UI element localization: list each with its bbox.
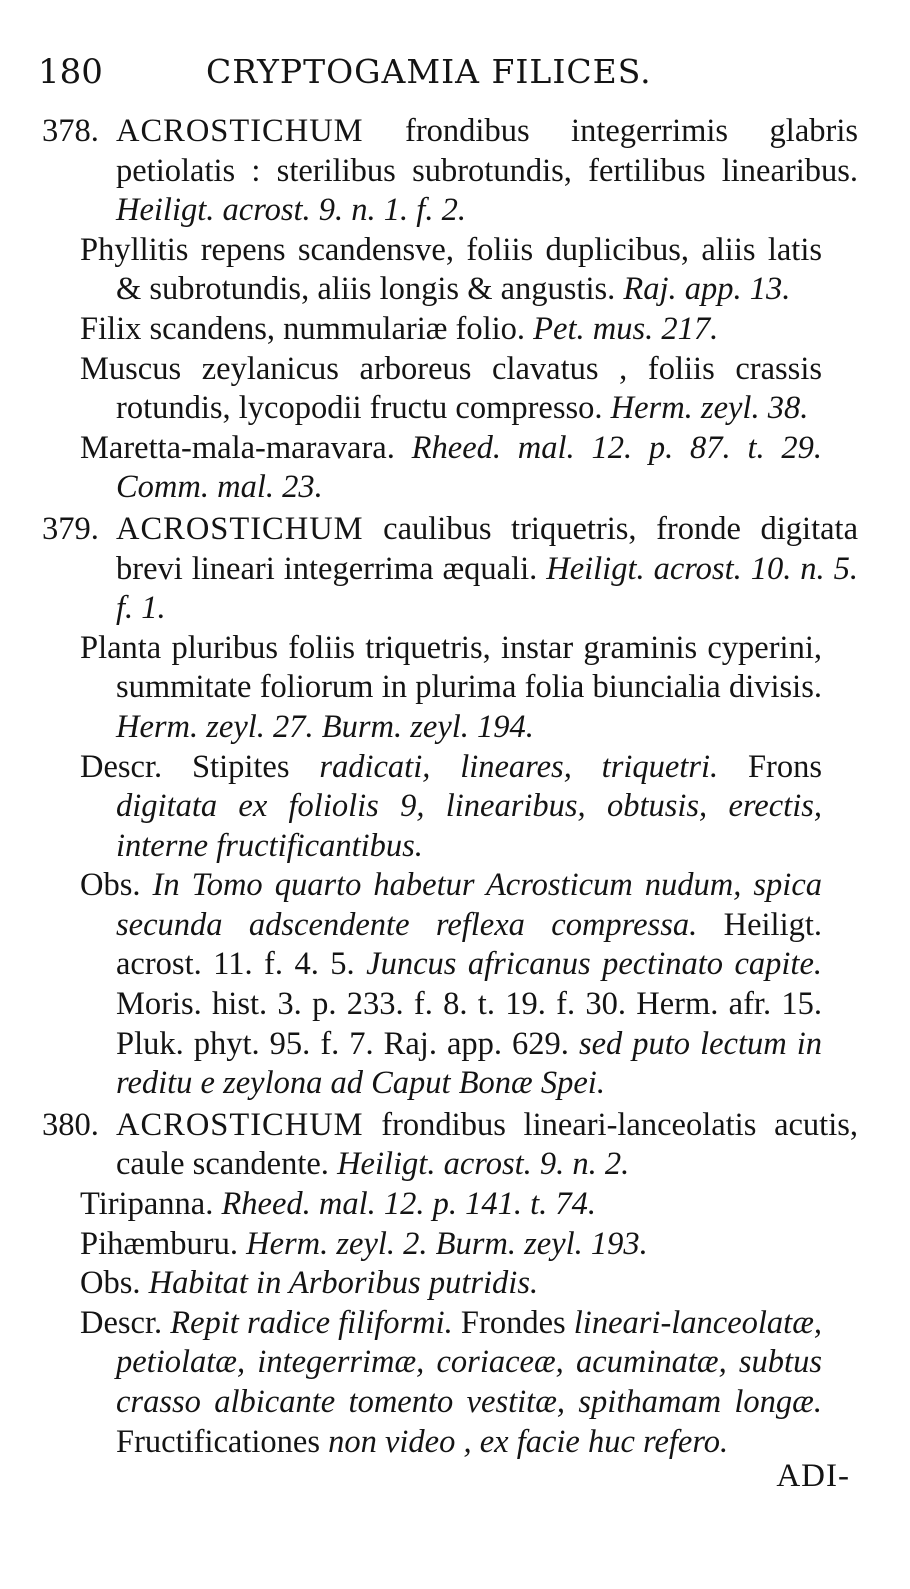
synonym	[80, 231, 822, 310]
observation-label: Obs.	[80, 867, 141, 904]
diagnosis-text: frondibus integerrimis glabris petiolatis : sterilibus subrotundis, fertilibus linearibus.	[116, 113, 858, 189]
synonym-reference: Herm. zeyl. 2. Burm. zeyl. 193.	[246, 1225, 648, 1262]
synonym-text: Phyllitis repens scandensve, foliis duplicibus, aliis latis & subrotundis, aliis longis & angustis.	[80, 231, 822, 308]
genus-name: ACROSTICHUM	[116, 1106, 364, 1143]
description-block	[80, 748, 822, 867]
description-label: Descr. Stipites	[80, 748, 290, 785]
genus-name: ACROSTICHUM	[116, 113, 364, 149]
synonym-text: Filix scandens, nummulariæ folio.	[80, 310, 526, 347]
synonym	[80, 1225, 822, 1265]
description-block	[80, 1304, 822, 1462]
diagnosis-reference: Heiligt. acrost. 9. n. 2.	[337, 1146, 630, 1183]
synonym	[80, 1185, 822, 1225]
synonym-text: Muscus zeylanicus arboreus clavatus , foliis crassis rotundis, lycopodii fructu compresso.	[80, 350, 822, 427]
diagnosis-reference: Heiligt. acrost. 10. n. 5. f. 1.	[116, 550, 858, 627]
observation-italic: Juncus africanus pectinato capite.	[366, 946, 823, 983]
observation-text: Heiligt. acrost. 11. f. 4. 5.	[116, 906, 823, 983]
description-text: Frondes	[460, 1304, 566, 1341]
synonym	[80, 429, 822, 508]
entry-diagnosis	[116, 510, 858, 629]
description-italic: lineari-lanceolatæ, petiolatæ, integerrimæ, coriaceæ, acuminatæ, subtus crasso albicante tomento vestitæ, spithamam longæ.	[116, 1304, 823, 1420]
observation-block	[80, 866, 822, 1104]
entry-number: 378.	[42, 113, 99, 149]
observation-text: Moris. hist. 3. p. 233. f. 8. t. 19. f. 30. Herm. afr. 15. Pluk. phyt. 95. f. 7. Raj. app. 629.	[116, 986, 822, 1062]
observation-block	[80, 1264, 822, 1304]
page-number: 180	[38, 52, 103, 92]
description-italic: digitata ex foliolis 9, linearibus, obtusis, erectis, interne fructificantibus.	[116, 788, 822, 864]
synonym-text: Pihæmburu.	[80, 1225, 239, 1262]
synonym-reference: Pet. mus. 217.	[533, 310, 719, 347]
observation-label: Obs.	[80, 1265, 141, 1302]
synonym-text: Planta pluribus foliis triquetris, instar graminis cyperini, summitate foliorum in plurima folia biuncialia divisis.	[80, 629, 822, 706]
entry-number: 379.	[42, 510, 99, 547]
synonym-text: Tiripanna.	[80, 1186, 214, 1223]
observation-italic: sed puto lectum in reditu e zeylona ad Caput Bonæ Spei.	[116, 1025, 823, 1102]
entry-diagnosis	[116, 112, 858, 231]
running-header	[38, 52, 850, 96]
synonym-reference: Raj. app. 13.	[623, 271, 791, 308]
description-italic: radicati, lineares, triquetri.	[319, 748, 719, 785]
description-text: Fructificationes	[116, 1423, 320, 1460]
entry-number: 380.	[42, 1106, 99, 1143]
synonym	[80, 310, 822, 350]
genus-name: ACROSTICHUM	[116, 510, 364, 547]
synonym	[80, 350, 822, 429]
entry-diagnosis	[116, 1106, 858, 1185]
synonym-reference: Herm. zeyl. 27. Burm. zeyl. 194.	[116, 708, 534, 745]
diagnosis-text: caulibus triquetris, fronde digitata brevi lineari integerrima æquali.	[116, 510, 858, 587]
observation-italic: In Tomo quarto habetur Acrosticum nudum, spica secunda adscendente reflexa compressa.	[116, 867, 822, 943]
synonym-text: Maretta-mala-maravara.	[80, 429, 395, 466]
description-text: Frons	[747, 748, 823, 785]
diagnosis-reference: Heiligt. acrost. 9. n. 1. f. 2.	[116, 192, 466, 229]
species-entry	[40, 112, 858, 508]
species-entry	[40, 510, 858, 1104]
diagnosis-text: frondibus lineari-lanceolatis acutis, caule scandente.	[116, 1106, 859, 1183]
synonym-reference: Herm. zeyl. 38.	[610, 390, 809, 427]
synonym-reference: Rheed. mal. 12. p. 141. t. 74.	[221, 1186, 597, 1223]
synonym-reference: Rheed. mal. 12. p. 87. t. 29. Comm. mal. 23.	[116, 429, 823, 506]
description-italic: Repit radice filiformi.	[170, 1304, 453, 1341]
observation-italic: Habitat in Arboribus putridis.	[148, 1265, 539, 1302]
catchword: ADI-	[776, 1458, 850, 1494]
running-title: CRYPTOGAMIA FILICES.	[206, 52, 652, 91]
species-entry	[40, 1106, 858, 1462]
description-label: Descr.	[80, 1304, 163, 1341]
synonym	[80, 629, 822, 748]
description-italic: non video , ex facie huc refero.	[328, 1423, 729, 1460]
page-body	[40, 112, 858, 1464]
